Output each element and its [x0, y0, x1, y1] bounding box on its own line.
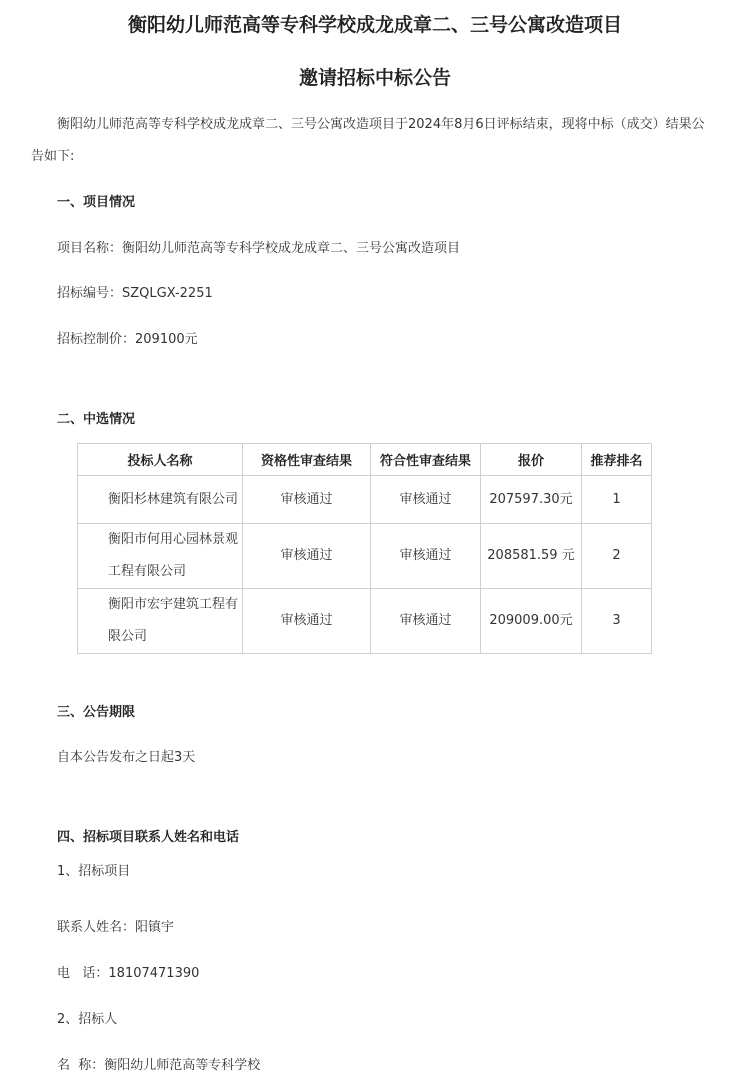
header-compliance: 符合性审查结果: [371, 444, 481, 476]
bid-number: 招标编号：SZQLGX-2251: [57, 286, 213, 301]
project-name: 项目名称：衡阳幼儿师范高等专科学校成龙成章二、三号公寓改造项目: [57, 241, 461, 256]
bid-price: 208581.59 元: [481, 524, 582, 589]
table-row: [78, 476, 652, 524]
header-price: 报价: [481, 444, 582, 476]
rank: 2: [582, 524, 652, 589]
bid-results-table: [77, 443, 652, 654]
qualification-result: 审核通过: [243, 589, 371, 654]
announcement-title: 衡阳幼儿师范高等专科学校成龙成章二、三号公寓改造项目: [127, 14, 622, 36]
section-heading-selection: 二、中选情况: [57, 412, 136, 427]
tenderer-name: 名 称：衡阳幼儿师范高等专科学校: [57, 1058, 261, 1073]
bidder-name: 衡阳杉林建筑有限公司: [78, 476, 243, 524]
bid-price: 207597.30元: [481, 476, 582, 524]
qualification-result: 审核通过: [243, 476, 371, 524]
compliance-result: 审核通过: [371, 476, 481, 524]
contact-name: 联系人姓名：阳镇宇: [57, 920, 175, 935]
control-price: 招标控制价：209100元: [57, 332, 198, 347]
table-row: [78, 524, 652, 589]
announcement-period: 自本公告发布之日起3天: [57, 750, 196, 765]
table-row: [78, 589, 652, 654]
bidder-name: 衡阳市宏宇建筑工程有限公司: [78, 589, 243, 654]
qualification-result: 审核通过: [243, 524, 371, 589]
rank: 1: [582, 476, 652, 524]
bidder-name: 衡阳市何用心园林景观工程有限公司: [78, 524, 243, 589]
announcement-subtitle: 邀请招标中标公告: [298, 67, 451, 89]
section-heading-period: 三、公告期限: [57, 705, 136, 720]
subsection-tenderer: 2、招标人: [57, 1012, 118, 1027]
intro-paragraph-line2: 告如下:: [31, 149, 75, 164]
rank: 3: [582, 589, 652, 654]
bid-price: 209009.00元: [481, 589, 582, 654]
header-rank: 推荐排名: [582, 444, 652, 476]
subsection-bid-project: 1、招标项目: [57, 864, 131, 879]
header-bidder-name: 投标人名称: [78, 444, 243, 476]
section-heading-contacts: 四、招标项目联系人姓名和电话: [57, 830, 240, 845]
compliance-result: 审核通过: [371, 524, 481, 589]
table-header-row: [78, 444, 652, 476]
compliance-result: 审核通过: [371, 589, 481, 654]
header-qualification: 资格性审查结果: [243, 444, 371, 476]
contact-phone: 电 话：18107471390: [57, 966, 200, 981]
intro-paragraph-line1: 衡阳幼儿师范高等专科学校成龙成章二、三号公寓改造项目于2024年8月6日评标结束，现将中标（成交）结果公: [57, 117, 705, 132]
section-heading-project: 一、项目情况: [57, 195, 136, 210]
